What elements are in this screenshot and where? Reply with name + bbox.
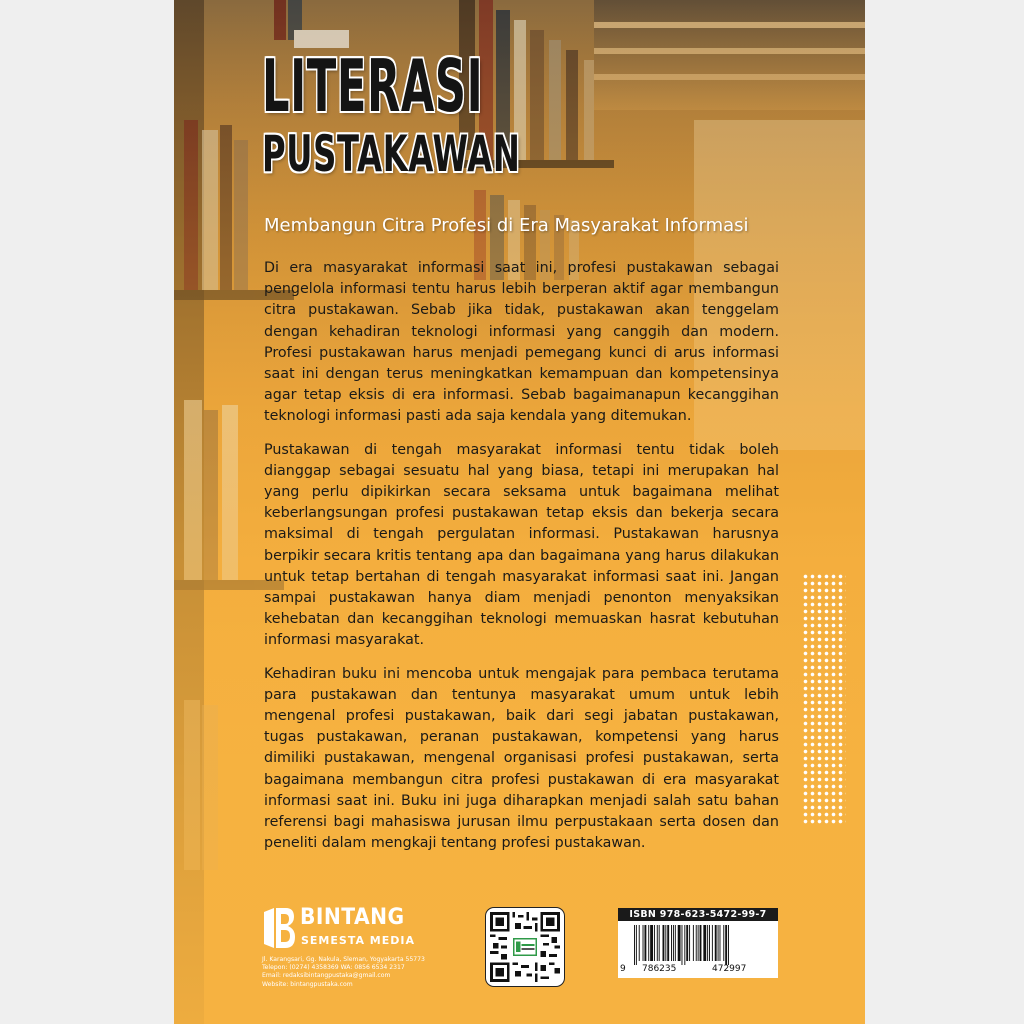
barcode-digits-left: 786235 — [642, 964, 677, 974]
publisher-website: Website: bintangpustaka.com — [262, 980, 353, 988]
book-title-line-1: LITERASI — [262, 44, 484, 128]
barcode-digits-right: 472997 — [712, 964, 747, 974]
synopsis-paragraph: Kehadiran buku ini mencoba untuk mengajak para pembaca terutama para pustakawan dan tentunya masyarakat umum untuk lebih mengenal profesi pustakawan, baik dari segi jabatan pustakawan, tugas pustakawan, peranan pustakawan, kompetensi yang harus dimiliki pustakawan, mengenal organisasi profesi pustakawan, serta bagaimana membangun citra profesi pustakawan di era masyarakat informasi saat ini. Buku ini juga diharapkan menjadi salah satu bahan referensi bagi mahasiswa jurusan ilmu perpustakaan serta dosen dan peneliti dalam mengkaji tentang profesi pustakawan. — [264, 665, 779, 852]
publisher-contact — [262, 956, 425, 989]
synopsis — [264, 258, 779, 866]
synopsis-paragraph: Di era masyarakat informasi saat ini, profesi pustakawan sebagai pengelola informasi tentu harus lebih berperan aktif agar membangun citra pustakawan. Sebab jika tidak, pustakawan akan tenggelam dengan kehadiran teknologi informasi yang canggih dan modern. Profesi pustakawan harus menjadi pemegang kunci di arus informasi saat ini dengan terus meningkatkan kemampuan dan kompetensinya agar tetap eksis di era informasi. Sebab bagaimanapun kecanggihan teknologi informasi pasti ada saja kendala yang ditemukan. — [264, 260, 779, 425]
publisher-address: Jl. Karangsari, Gg. Nakula, Sleman, Yogyakarta 55773 — [262, 956, 425, 963]
qr-code — [486, 908, 564, 986]
publisher-email: Email: redaksibintangpustaka@gmail.com — [262, 972, 391, 980]
publisher-logo-icon — [260, 906, 296, 950]
book-subtitle: Membangun Citra Profesi di Era Masyarakat Informasi — [264, 215, 749, 236]
barcode-digit-first: 9 — [620, 964, 626, 974]
book-back-cover — [174, 0, 865, 1024]
publisher-subname: SEMESTA MEDIA — [301, 934, 416, 947]
decorative-dot-pattern — [802, 573, 846, 825]
publisher-name: BINTANG — [300, 905, 405, 930]
book-title-line-2: PUSTAKAWAN — [262, 125, 521, 183]
isbn-barcode-block — [618, 908, 778, 978]
qr-code-icon — [490, 912, 560, 982]
publisher-block — [260, 906, 460, 1016]
publisher-phone: Telepon: (0274) 4358369 WA: 0856 6534 2317 — [262, 964, 405, 972]
barcode-icon — [626, 925, 772, 965]
synopsis-paragraph: Pustakawan di tengah masyarakat informasi tentu tidak boleh dianggap sebagai sesuatu hal yang biasa, tetapi ini merupakan hal yang perlu dipikirkan secara seksama untuk bagaimana melihat keberlangsungan profesi pustakawan tetap eksis dan bekerja secara maksimal di tengah pergulatan informasi. Pustakawan harusnya berpikir secara kritis tentang apa dan bagaimana yang harus dilakukan untuk tetap bertahan di tengah masyarakat informasi saat ini. Jangan sampai pustakawan hanya diam menjadi penonton menyaksikan kehebatan dan kecanggihan teknologi memuaskan hasrat kebutuhan informasi masyarakat. — [264, 441, 779, 649]
isbn-label: ISBN 978-623-5472-99-7 — [618, 908, 778, 921]
